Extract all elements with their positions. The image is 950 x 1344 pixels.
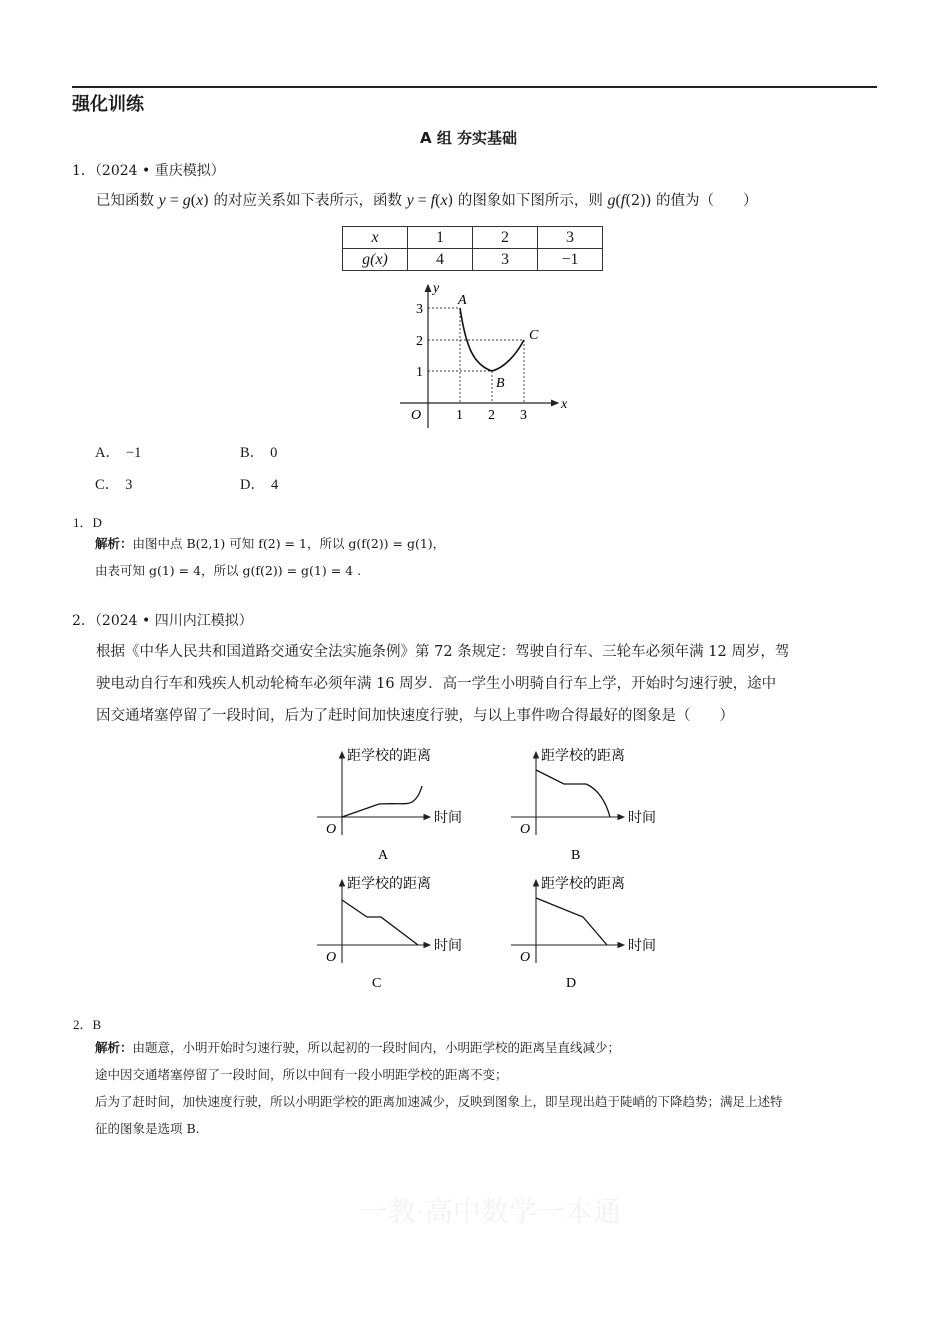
watermark: 一教·高中数学一本通	[360, 1195, 621, 1228]
g-table-cell: x	[343, 227, 408, 249]
option-value: −1	[125, 445, 142, 461]
distance-curve	[342, 786, 422, 817]
q1-stem-var: x	[196, 192, 204, 209]
origin-label: O	[520, 950, 531, 965]
g-table-row	[343, 249, 603, 271]
y-axis-label: 距学校的距离	[541, 876, 625, 892]
x-axis-label: 时间	[628, 810, 656, 826]
y-axis-label: 距学校的距离	[541, 748, 625, 764]
q2-analysis-line: 后为了赶时间，加快速度行驶，所以小明距学校的距离加速减少，反映到图象上，即呈现出趋于陡峭的下降趋势；满足上述特	[95, 1094, 783, 1109]
q1-stem-var: y	[158, 192, 166, 209]
q2-analysis-line: 征的图象是选项 B.	[95, 1121, 200, 1136]
origin-label: O	[326, 950, 337, 965]
q1-stem	[96, 185, 758, 217]
option-value: 0	[270, 445, 278, 461]
q1-stem-text: 已知函数	[96, 193, 159, 209]
y-axis-label: 距学校的距离	[347, 748, 431, 764]
q2-analysis-line	[95, 1036, 620, 1060]
group-title: A 组 夯实基础	[420, 129, 518, 147]
q1-stem-fn: f	[620, 192, 626, 209]
option-value: 3	[125, 477, 133, 493]
q1-stem-paren: (	[435, 192, 441, 209]
q2-stem-line: 根据《中华人民共和国道路交通安全法实施条例》第 72 条规定：驾驶自行车、三轮车必须年满 12 周岁，驾	[96, 644, 790, 660]
option-letter: A．	[95, 445, 120, 461]
guide-lines	[428, 308, 524, 403]
q1-option-d[interactable]	[240, 473, 278, 494]
q1-stem-paren: (	[190, 192, 197, 209]
x-axis-label: 时间	[434, 810, 462, 826]
analysis-text: 由图中点 B(2,1) 可知 f(2) = 1，所以 g(f(2)) = g(1)，	[132, 536, 446, 551]
option-label: A	[378, 848, 389, 863]
analysis-label: 解析：	[95, 536, 133, 551]
x-axis-label: x	[561, 397, 568, 412]
q1-option-c[interactable]	[95, 473, 132, 494]
option-letter: C．	[95, 477, 120, 493]
y-tick-label: 2	[416, 334, 423, 349]
y-axis-label: 距学校的距离	[347, 876, 431, 892]
g-table-cell: 2	[473, 227, 538, 249]
q1-stem-paren: (	[615, 192, 621, 209]
x-axis-label: 时间	[434, 938, 462, 954]
q1-stem-text: (2)) 的值为（ ）	[625, 193, 758, 209]
x-tick-label: 1	[456, 408, 463, 423]
y-axis-label: y	[433, 281, 440, 296]
origin-label: O	[326, 822, 337, 837]
q1-stem-var: y	[406, 192, 414, 209]
point-label-a: A	[458, 293, 467, 308]
distance-curve	[536, 898, 607, 945]
g-table-cell: 1	[408, 227, 473, 249]
graph-option-c[interactable]	[310, 868, 480, 993]
q1-stem-eq: =	[165, 192, 183, 209]
option-label: C	[372, 976, 382, 991]
origin-label: O	[411, 408, 422, 423]
graph-option-d[interactable]	[504, 868, 674, 993]
distance-curve	[536, 770, 610, 817]
header-rule	[72, 86, 877, 88]
g-table-cell: −1	[538, 249, 603, 271]
fx-curve	[460, 308, 524, 371]
q1-stem-fn: g	[607, 192, 616, 209]
option-letter: D．	[240, 477, 265, 493]
option-label: B	[571, 848, 581, 863]
q1-stem-text: ) 的图象如下图所示，则	[447, 193, 608, 209]
g-table-header-row	[343, 227, 603, 249]
g-table-cell: 4	[408, 249, 473, 271]
g-table-cell: g(x)	[343, 249, 408, 271]
option-value: 4	[270, 477, 279, 493]
y-tick-label: 1	[416, 365, 423, 380]
g-table	[342, 226, 603, 271]
x-axis-label: 时间	[628, 938, 656, 954]
q2-stem-line: 驶电动自行车和残疾人机动轮椅车必须年满 16 周岁．高一学生小明骑自行车上学，开始时匀速行驶，途中	[96, 676, 777, 692]
option-letter: B．	[240, 445, 265, 461]
fx-graph	[395, 280, 585, 435]
q2-answer: 2．B	[73, 1017, 102, 1032]
q2-stem-line: 因交通堵塞停留了一段时间，后为了赶时间加快速度行驶，与以上事件吻合得最好的图象是（ ）	[96, 708, 734, 724]
graph-option-a[interactable]	[310, 740, 480, 865]
g-table-cell: 3	[538, 227, 603, 249]
g-table-cell: 3	[473, 249, 538, 271]
graph-option-b[interactable]	[504, 740, 674, 865]
q1-header: 1．（2024 • 重庆模拟）	[72, 163, 225, 179]
section-title: 强化训练	[72, 94, 144, 115]
option-label: D	[566, 976, 577, 991]
distance-curve	[342, 900, 418, 945]
q1-stem-text: ) 的对应关系如下表所示，函数	[203, 193, 407, 209]
y-tick-label: 3	[416, 302, 423, 317]
q1-analysis-line: 由表可知 g(1) = 4，所以 g(f(2)) = g(1) = 4 .	[95, 563, 362, 578]
q1-analysis-line	[95, 532, 445, 556]
point-label-b: B	[496, 376, 505, 391]
origin-label: O	[520, 822, 531, 837]
q1-stem-var: x	[440, 192, 448, 209]
x-tick-label: 2	[488, 408, 495, 423]
q1-option-a[interactable]	[95, 441, 141, 462]
q1-stem-eq: =	[413, 192, 431, 209]
analysis-label: 解析：	[95, 1040, 133, 1055]
q1-stem-fn: f	[430, 192, 436, 209]
q2-analysis-line: 途中因交通堵塞停留了一段时间，所以中间有一段小明距学校的距离不变；	[95, 1067, 508, 1082]
q1-answer: 1．D	[73, 515, 102, 530]
point-label-c: C	[529, 328, 539, 343]
x-tick-label: 3	[520, 408, 527, 423]
q2-header: 2．（2024 • 四川内江模拟）	[72, 613, 253, 629]
q1-option-b[interactable]	[240, 441, 277, 462]
q1-stem-fn: g	[182, 192, 191, 209]
analysis-text: 由题意，小明开始时匀速行驶，所以起初的一段时间内，小明距学校的距离呈直线减少；	[132, 1040, 621, 1055]
